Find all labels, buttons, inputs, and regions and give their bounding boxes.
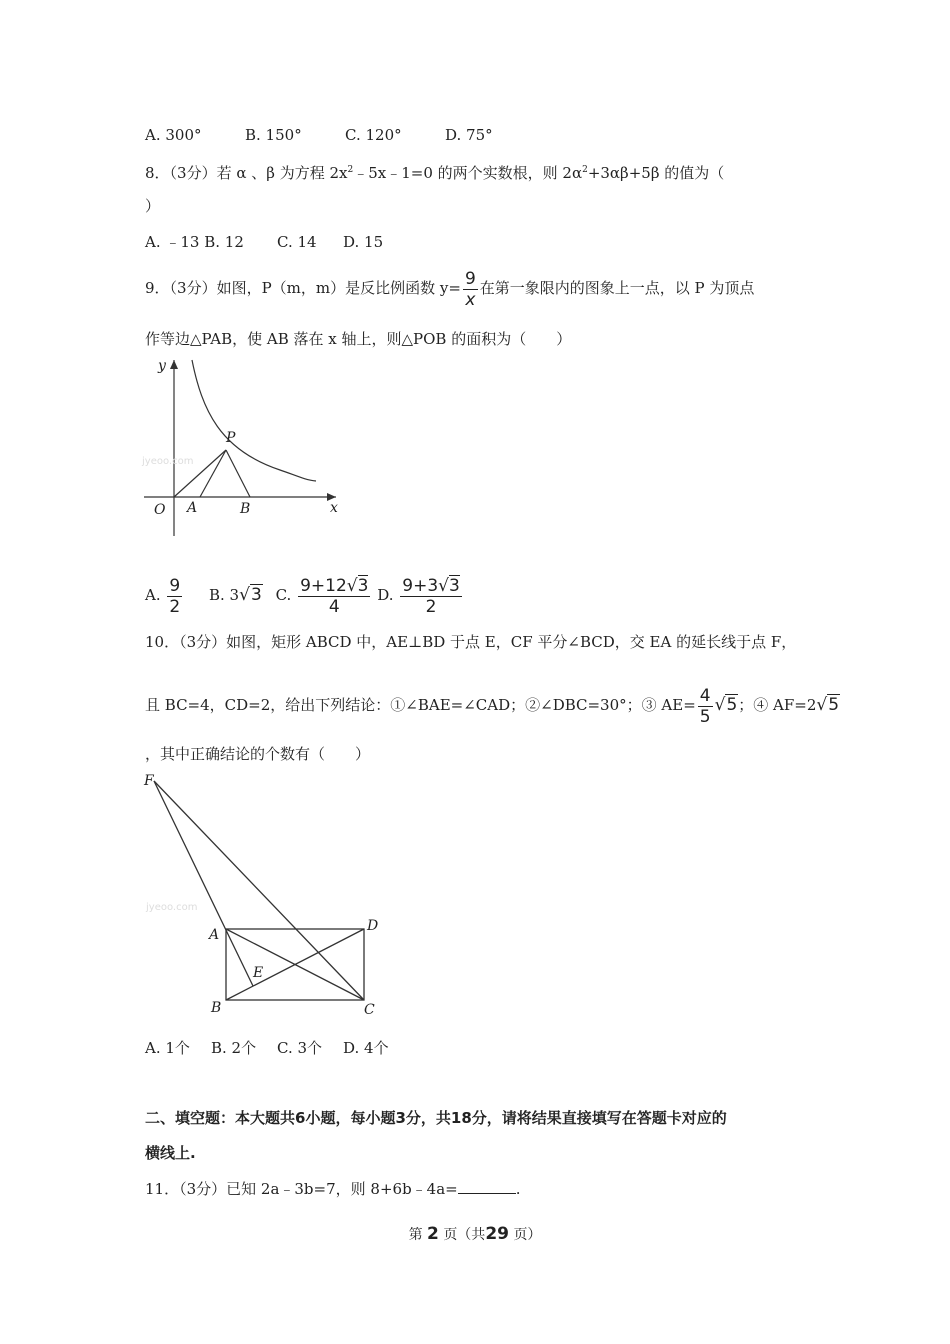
q7-option-a: A. 300° bbox=[145, 126, 202, 144]
q10-option-a: A. 1个 bbox=[145, 1039, 190, 1057]
y-axis-arrow-icon bbox=[170, 360, 178, 369]
q11-answer-blank[interactable] bbox=[458, 1179, 516, 1194]
q9-options bbox=[145, 572, 464, 618]
q8-sup: 2 bbox=[347, 165, 354, 175]
q7-option-c: C. 120° bbox=[345, 126, 402, 144]
label-a: A bbox=[209, 927, 220, 943]
q10-option-d: D. 4个 bbox=[343, 1039, 389, 1057]
q9-option-b-radicand: 3 bbox=[250, 585, 262, 605]
q10-ae-fraction bbox=[698, 686, 713, 727]
q10-figure bbox=[140, 768, 390, 1020]
q11-stem-pre: 11．（3分）已知 2a﹣3b=7，则 8+6b﹣4a= bbox=[145, 1180, 458, 1198]
q10-watermark: jyeoo.com bbox=[146, 902, 198, 913]
label-o: O bbox=[154, 502, 166, 518]
q10-ae-sqrt: √5 bbox=[714, 695, 738, 715]
footer-mid: 页（共 bbox=[443, 1227, 486, 1243]
q10-ae-den: 5 bbox=[699, 706, 711, 727]
q9-frac-num: 9 bbox=[464, 268, 476, 289]
q9-option-d-fraction bbox=[400, 576, 462, 617]
footer-post: 页） bbox=[513, 1227, 542, 1243]
q10-stem-line2-pre: 且 BC=4，CD=2，给出下列结论：①∠BAE=∠CAD；②∠DBC=30°；③ AE= bbox=[145, 696, 696, 714]
label-f: F bbox=[144, 773, 154, 789]
q9-stem-post: 在第一象限内的图象上一点，以 P 为顶点 bbox=[479, 279, 755, 297]
q9-option-d-den: 2 bbox=[425, 596, 437, 617]
footer-page-number: 2 bbox=[427, 1224, 439, 1244]
section2-heading-line1: 二、填空题：本大题共6小题，每小题3分，共18分，请将结果直接填写在答题卡对应的 bbox=[145, 1109, 727, 1127]
label-d: D bbox=[367, 918, 379, 934]
q10-option-c: C. 3个 bbox=[277, 1039, 323, 1057]
segment-fe bbox=[154, 781, 253, 986]
q10-stem-line2 bbox=[145, 684, 840, 727]
q9-option-d-num-a: 9+3 bbox=[402, 575, 439, 596]
q8-stem-post: +3αβ+5β 的值为（ bbox=[587, 164, 725, 182]
label-b: B bbox=[240, 501, 251, 517]
q9-option-c-num: 9+12√3 bbox=[300, 575, 369, 596]
q9-option-d-radicand: 3 bbox=[449, 575, 460, 596]
hyperbola-curve bbox=[192, 360, 316, 481]
q9-stem bbox=[145, 268, 754, 310]
q8-stem-line2: ） bbox=[145, 197, 161, 215]
q8-stem bbox=[145, 160, 724, 183]
q9-stem-pre: 9．（3分）如图，P（m，m）是反比例函数 y= bbox=[145, 279, 461, 297]
q9-option-d-label: D. bbox=[377, 586, 394, 604]
q10-ae-radicand: 5 bbox=[726, 695, 738, 715]
q9-option-c-num-a: 9+12 bbox=[300, 575, 347, 596]
q7-option-d: D. 75° bbox=[445, 126, 493, 144]
q10-ae-num: 4 bbox=[699, 685, 711, 706]
q9-option-b-sqrt: √3 bbox=[239, 585, 262, 605]
q9-option-c-label: C. bbox=[275, 586, 292, 604]
label-p: P bbox=[226, 430, 236, 446]
q9-option-a-num: 9 bbox=[169, 575, 181, 596]
q10-af-sqrt: √5 bbox=[816, 695, 840, 715]
q10-options bbox=[145, 1038, 389, 1058]
q9-option-c-den: 4 bbox=[328, 596, 340, 617]
q9-option-d-num: 9+3√3 bbox=[402, 575, 460, 596]
label-e: E bbox=[253, 965, 264, 981]
q10-stem-line3: ，其中正确结论的个数有（ ） bbox=[145, 745, 371, 763]
q8-sup-2: 2 bbox=[582, 165, 588, 175]
footer-total-pages: 29 bbox=[485, 1224, 509, 1244]
label-x: x bbox=[330, 500, 338, 516]
q9-watermark: jyeoo.com bbox=[142, 456, 194, 467]
segment-ap bbox=[200, 450, 226, 497]
q8-option-ab: A. ﹣13 B. 12 bbox=[145, 233, 244, 251]
q8-stem-pre: 8．（3分）若 α 、β 为方程 2x bbox=[145, 164, 348, 182]
q9-option-a-label: A. bbox=[145, 586, 161, 604]
page-footer bbox=[0, 1224, 950, 1244]
q9-option-b-label: B. 3 bbox=[209, 586, 240, 604]
q10-af-radicand: 5 bbox=[828, 695, 840, 715]
q8-option-d: D. 15 bbox=[343, 233, 384, 251]
label-a: A bbox=[187, 500, 198, 516]
label-c: C bbox=[364, 1002, 375, 1018]
q9-frac-den: x bbox=[465, 289, 476, 310]
q9-stem-line2: 作等边△PAB，使 AB 落在 x 轴上，则△POB 的面积为（ ） bbox=[145, 330, 572, 348]
q9-option-a-den: 2 bbox=[169, 596, 181, 617]
q9-fraction bbox=[463, 269, 478, 310]
q9-option-c-radicand: 3 bbox=[357, 575, 369, 596]
q11-stem bbox=[145, 1179, 521, 1199]
q8-stem-mid: ﹣5x﹣1=0 的两个实数根，则 2α bbox=[353, 164, 583, 182]
section2-heading-line2: 横线上. bbox=[145, 1144, 196, 1162]
q7-options bbox=[145, 125, 493, 145]
footer-pre: 第 bbox=[408, 1227, 423, 1243]
q9-option-a-fraction bbox=[167, 576, 182, 617]
q7-option-b: B. 150° bbox=[245, 126, 302, 144]
q10-stem-line2-mid: ；④ AF=2 bbox=[738, 696, 817, 714]
q10-option-b: B. 2个 bbox=[211, 1039, 257, 1057]
q11-stem-post: . bbox=[515, 1180, 521, 1198]
q10-stem-line1: 10．（3分）如图，矩形 ABCD 中，AE⊥BD 于点 E，CF 平分∠BCD，交 EA 的延长线于点 F， bbox=[145, 633, 797, 651]
q9-option-c-fraction bbox=[298, 576, 370, 617]
q9-figure bbox=[140, 350, 350, 540]
q8-options bbox=[145, 232, 383, 252]
label-y: y bbox=[158, 358, 166, 374]
segment-bp bbox=[226, 450, 250, 497]
q8-option-c: C. 14 bbox=[277, 233, 317, 251]
label-b: B bbox=[211, 1000, 222, 1016]
